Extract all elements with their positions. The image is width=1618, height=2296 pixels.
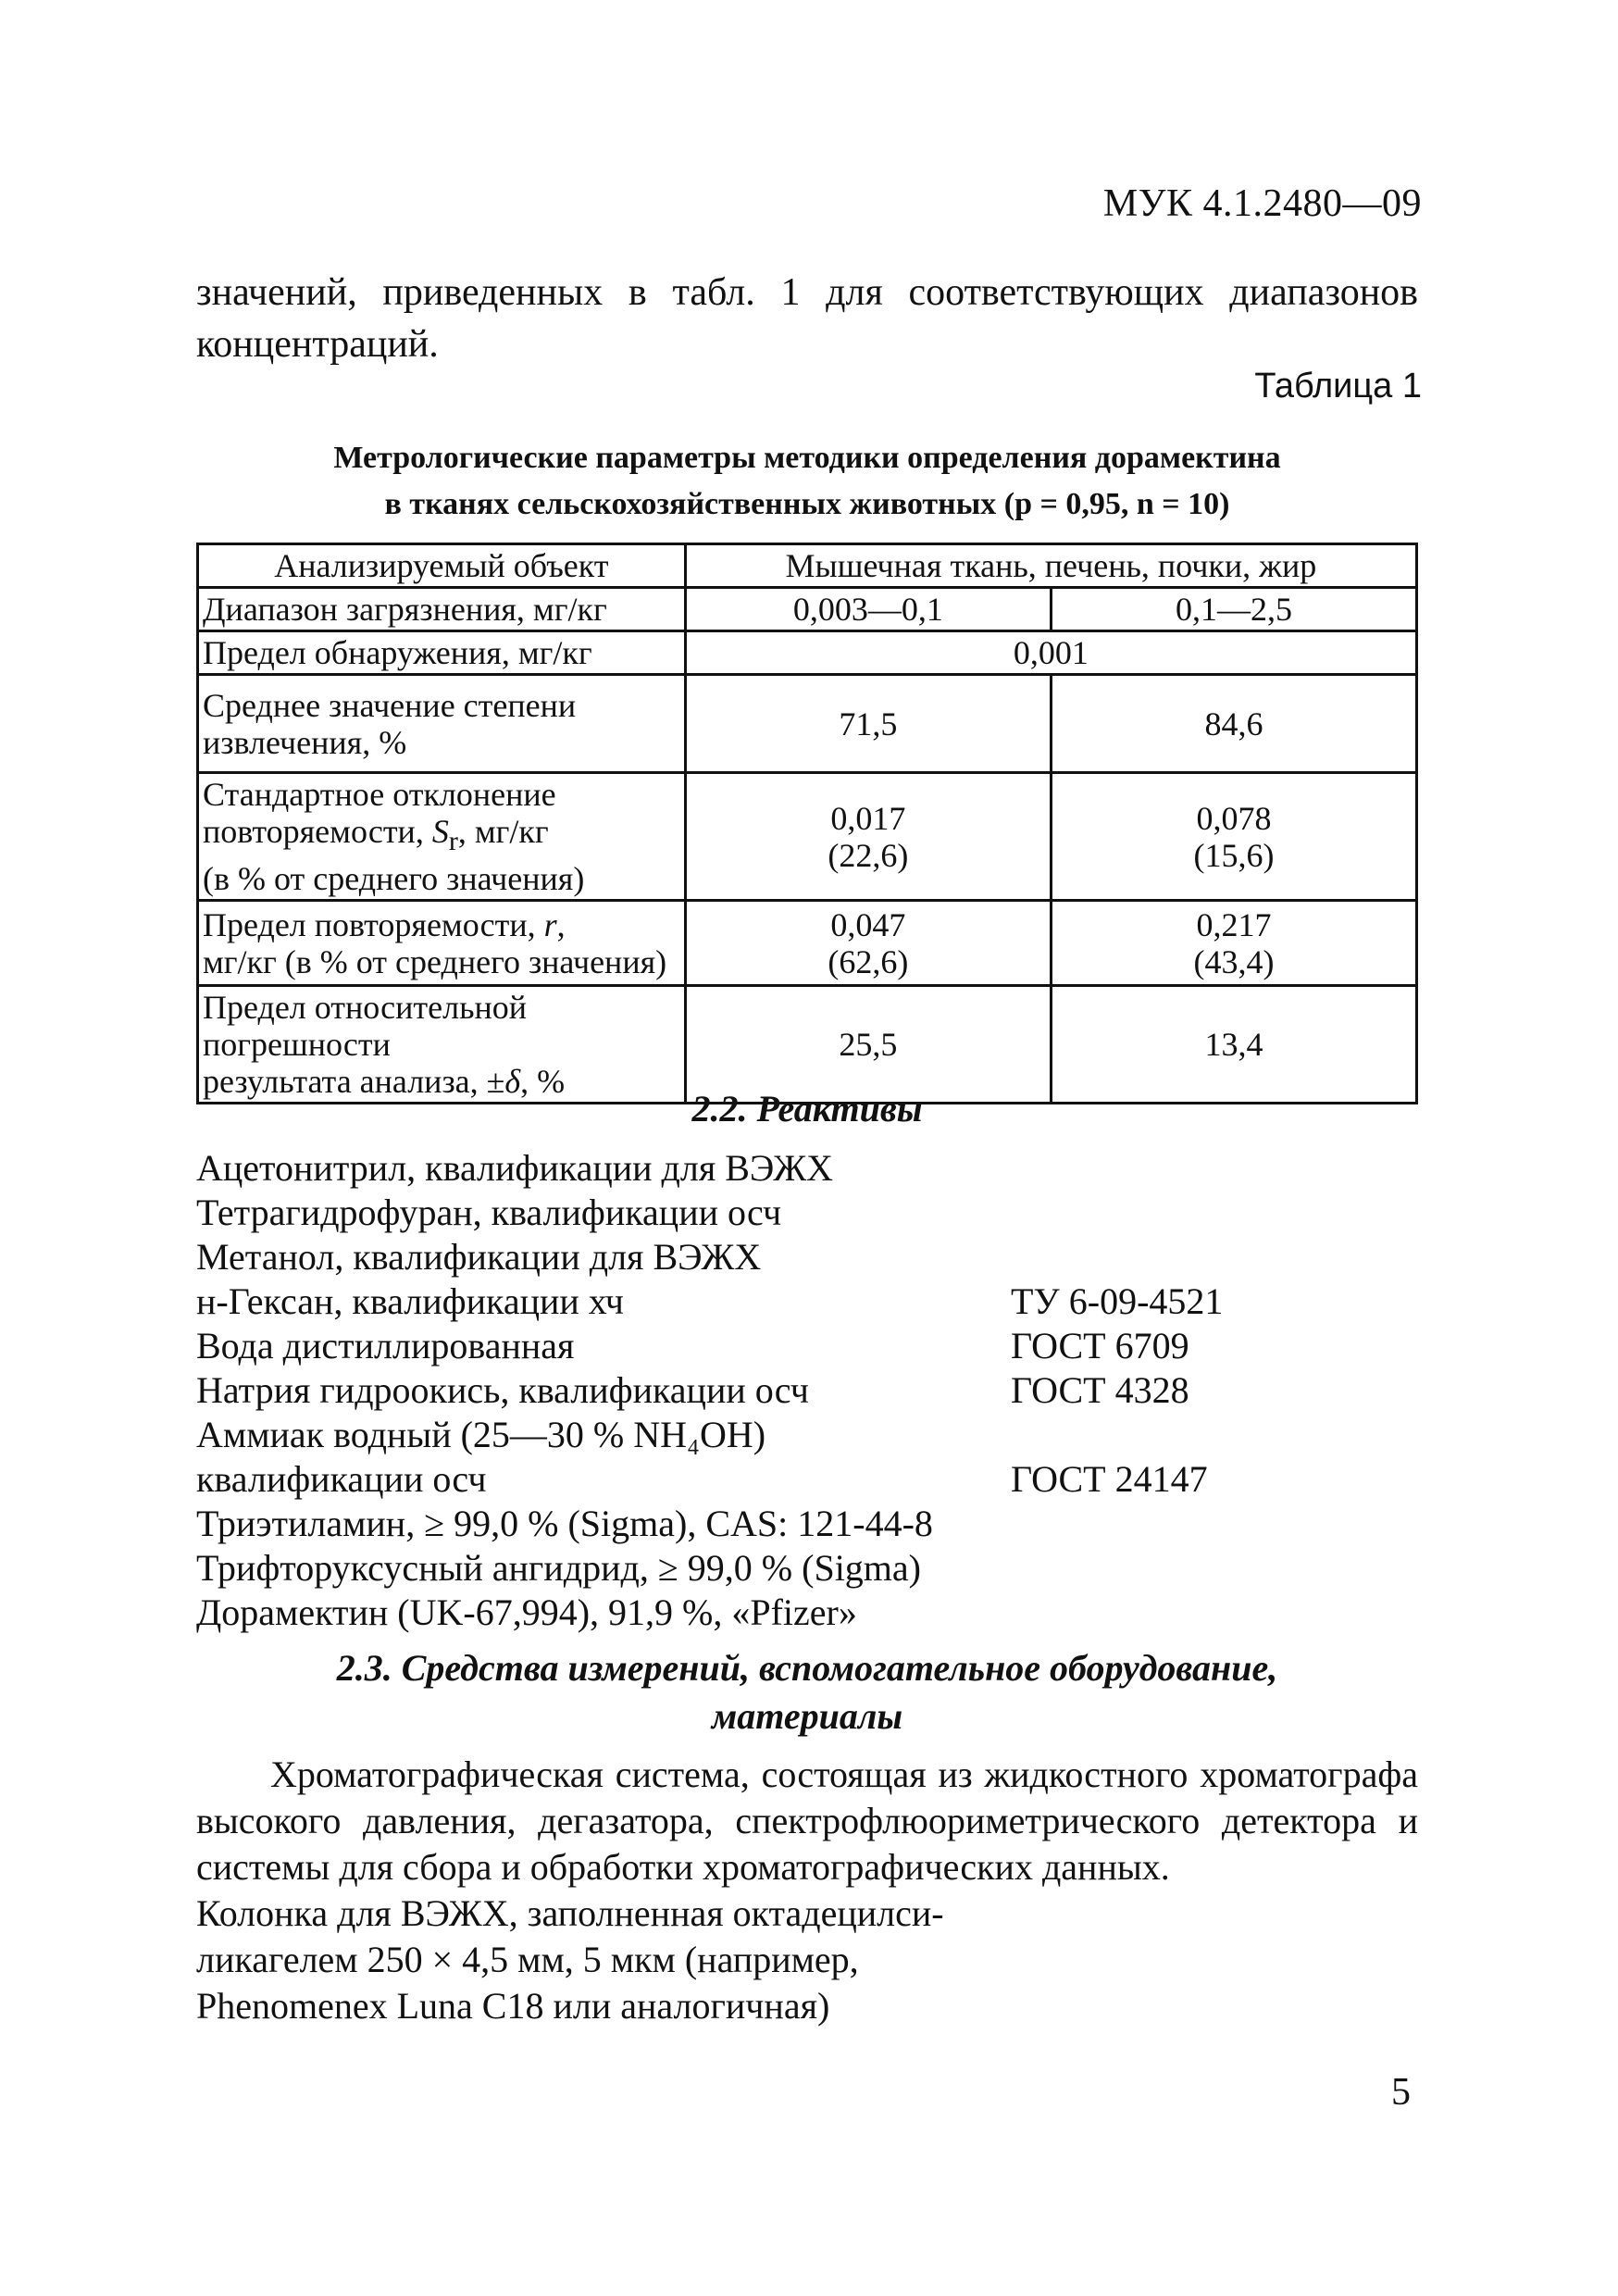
metrology-table	[196, 543, 1418, 1104]
reagents-list	[196, 1146, 1418, 1635]
sd-label-line2	[203, 813, 680, 860]
reagent-standard	[1011, 1591, 1418, 1635]
sd-label-line3: (в % от среднего значения)	[203, 860, 585, 898]
repeat-limit-symbol: r	[543, 905, 557, 943]
reagent-name: н-Гексан, квалификации хч	[196, 1280, 624, 1322]
chromatograph-paragraph: Хроматографическая система, состоящая из жидкостного хроматографа высокого давления, дегазатора, спектрофлюориметрического детектора и системы для сбора и обработки хроматографических данных.	[196, 1753, 1418, 1888]
document-code: МУК 4.1.2480—09	[1102, 182, 1422, 225]
reagent-name: Аммиак водный (25—30 % NH₄OH)	[196, 1414, 766, 1455]
table-row-repeat-limit	[198, 901, 1417, 986]
rel-error-label-post: , %	[520, 1063, 566, 1101]
object-label-cell: Анализируемый объект	[198, 544, 686, 588]
repeat-limit-label-line2: мг/кг (в % от среднего значения)	[203, 942, 667, 980]
reagent-item	[196, 1502, 1418, 1546]
reagent-name: Натрия гидроокись, квалификации осч	[196, 1369, 809, 1411]
table-row-recovery	[198, 675, 1417, 773]
column-line3: Phenomenex Luna C18 или аналогичная)	[196, 1985, 830, 2027]
column-line1: Колонка для ВЭЖХ, заполненная октадецилси-	[196, 1892, 944, 1934]
sd-low-value: 0,017	[830, 799, 906, 837]
repeat-limit-high-pct: (43,4)	[1193, 942, 1275, 980]
page-number: 5	[1391, 2071, 1411, 2114]
reagent-item	[196, 1191, 1418, 1235]
sd-symbol-subscript: r	[448, 826, 458, 857]
reagent-name: Метанол, квалификации для ВЭЖХ	[196, 1236, 762, 1278]
reagent-item	[196, 1591, 1418, 1635]
repeat-limit-low-value: 0,047	[830, 905, 906, 943]
detection-value-cell: 0,001	[685, 631, 1416, 675]
table-row-object	[198, 544, 1417, 588]
reagent-name: квалификации осч	[196, 1458, 487, 1500]
repeat-limit-low-pct: (62,6)	[828, 942, 909, 980]
repeat-limit-label-cell	[198, 901, 686, 986]
table-title	[196, 435, 1418, 528]
recovery-high-cell: 84,6	[1051, 675, 1416, 773]
equipment-text	[196, 1752, 1418, 2029]
reagent-name: Трифторуксусный ангидрид, ≥ 99,0 % (Sigma)	[196, 1547, 921, 1589]
sd-label-cell	[198, 773, 686, 901]
table-row-range	[198, 588, 1417, 631]
sd-label-line2-post: , мг/кг	[457, 813, 549, 850]
reagent-standard	[1011, 1413, 1418, 1457]
reagent-standard: ТУ 6-09-4521	[1011, 1280, 1224, 1322]
reagent-name: Тетрагидрофуран, квалификации осч	[196, 1192, 782, 1233]
reagent-name: Триэтиламин, ≥ 99,0 % (Sigma), CAS: 121-44-8	[196, 1503, 933, 1544]
section-2-3-title-line1: 2.3. Средства измерений, вспомогательное оборудование,	[336, 1647, 1278, 1689]
sd-label-line2-pre: повторяемости,	[203, 813, 432, 850]
repeat-limit-low-cell	[685, 901, 1051, 986]
reagent-item	[196, 1279, 1418, 1324]
table-title-line2: в тканях сельскохозяйственных животных (р = 0,95, n = 10)	[384, 487, 1230, 521]
range-high-cell: 0,1—2,5	[1051, 588, 1416, 631]
reagent-name: Вода дистиллированная	[196, 1325, 575, 1366]
repeat-limit-label-line1	[203, 906, 680, 943]
intro-continuation: значений, приведенных в табл. 1 для соответствующих диапазонов концентраций.	[196, 271, 1418, 366]
column-line2: ликагелем 250 × 4,5 мм, 5 мкм (например,	[196, 1939, 859, 1980]
range-low-cell: 0,003—0,1	[685, 588, 1051, 631]
section-2-2-title: 2.2. Реактивы	[691, 1088, 923, 1129]
reagent-standard	[1011, 1235, 1418, 1279]
rel-error-label-line1: Предел относительной погрешности	[203, 989, 528, 1064]
repeat-limit-high-cell	[1051, 901, 1416, 986]
table-title-line1: Метрологические параметры методики определения дорамектина	[333, 441, 1281, 475]
table-row-sd	[198, 773, 1417, 901]
object-value-cell: Мышечная ткань, печень, почки, жир	[685, 544, 1416, 588]
reagent-standard: ГОСТ 6709	[1011, 1325, 1189, 1366]
rel-error-label-pre: результата анализа, ±	[203, 1063, 505, 1101]
rel-error-high-cell: 13,4	[1051, 986, 1416, 1104]
recovery-label-line2: извлечения, %	[203, 723, 407, 761]
reagent-item	[196, 1413, 1418, 1457]
sd-low-cell	[685, 773, 1051, 901]
section-2-3-title-line2: материалы	[711, 1695, 903, 1737]
reagent-item	[196, 1235, 1418, 1279]
sd-low-pct: (22,6)	[828, 836, 909, 874]
recovery-low-cell: 71,5	[685, 675, 1051, 773]
rel-error-symbol: δ	[504, 1063, 521, 1101]
repeat-limit-high-value: 0,217	[1196, 905, 1272, 943]
sd-high-cell	[1051, 773, 1416, 901]
sd-symbol: S	[431, 813, 449, 850]
repeat-limit-label-post: ,	[556, 905, 566, 943]
reagent-standard: ГОСТ 24147	[1011, 1458, 1208, 1500]
table-row-detection	[198, 631, 1417, 675]
section-2-3-title	[196, 1644, 1418, 1741]
reagent-standard	[1011, 1146, 1418, 1191]
recovery-label-cell	[198, 675, 686, 773]
detection-label-cell: Предел обнаружения, мг/кг	[198, 631, 686, 675]
reagent-item	[196, 1368, 1418, 1413]
sd-label-line1: Стандартное отклонение	[203, 776, 556, 813]
rel-error-low-cell: 25,5	[685, 986, 1051, 1104]
sd-high-value: 0,078	[1196, 799, 1272, 837]
reagent-standard	[1011, 1546, 1418, 1591]
reagent-name: Ацетонитрил, квалификации для ВЭЖХ	[196, 1147, 834, 1189]
reagent-item	[196, 1324, 1418, 1368]
reagent-standard	[1011, 1502, 1418, 1546]
table-label: Таблица 1	[1254, 367, 1422, 406]
repeat-limit-label-pre: Предел повторяемости,	[203, 905, 544, 943]
sd-high-pct: (15,6)	[1193, 836, 1275, 874]
reagent-standard: ГОСТ 4328	[1011, 1369, 1189, 1411]
reagent-item	[196, 1146, 1418, 1191]
range-label-cell: Диапазон загрязнения, мг/кг	[198, 588, 686, 631]
reagent-item	[196, 1457, 1418, 1502]
reagent-item	[196, 1546, 1418, 1591]
reagent-standard	[1011, 1191, 1418, 1235]
recovery-label-line1: Среднее значение степени	[203, 686, 577, 724]
reagent-name: Дорамектин (UK-67,994), 91,9 %, «Pfizer»	[196, 1591, 857, 1633]
